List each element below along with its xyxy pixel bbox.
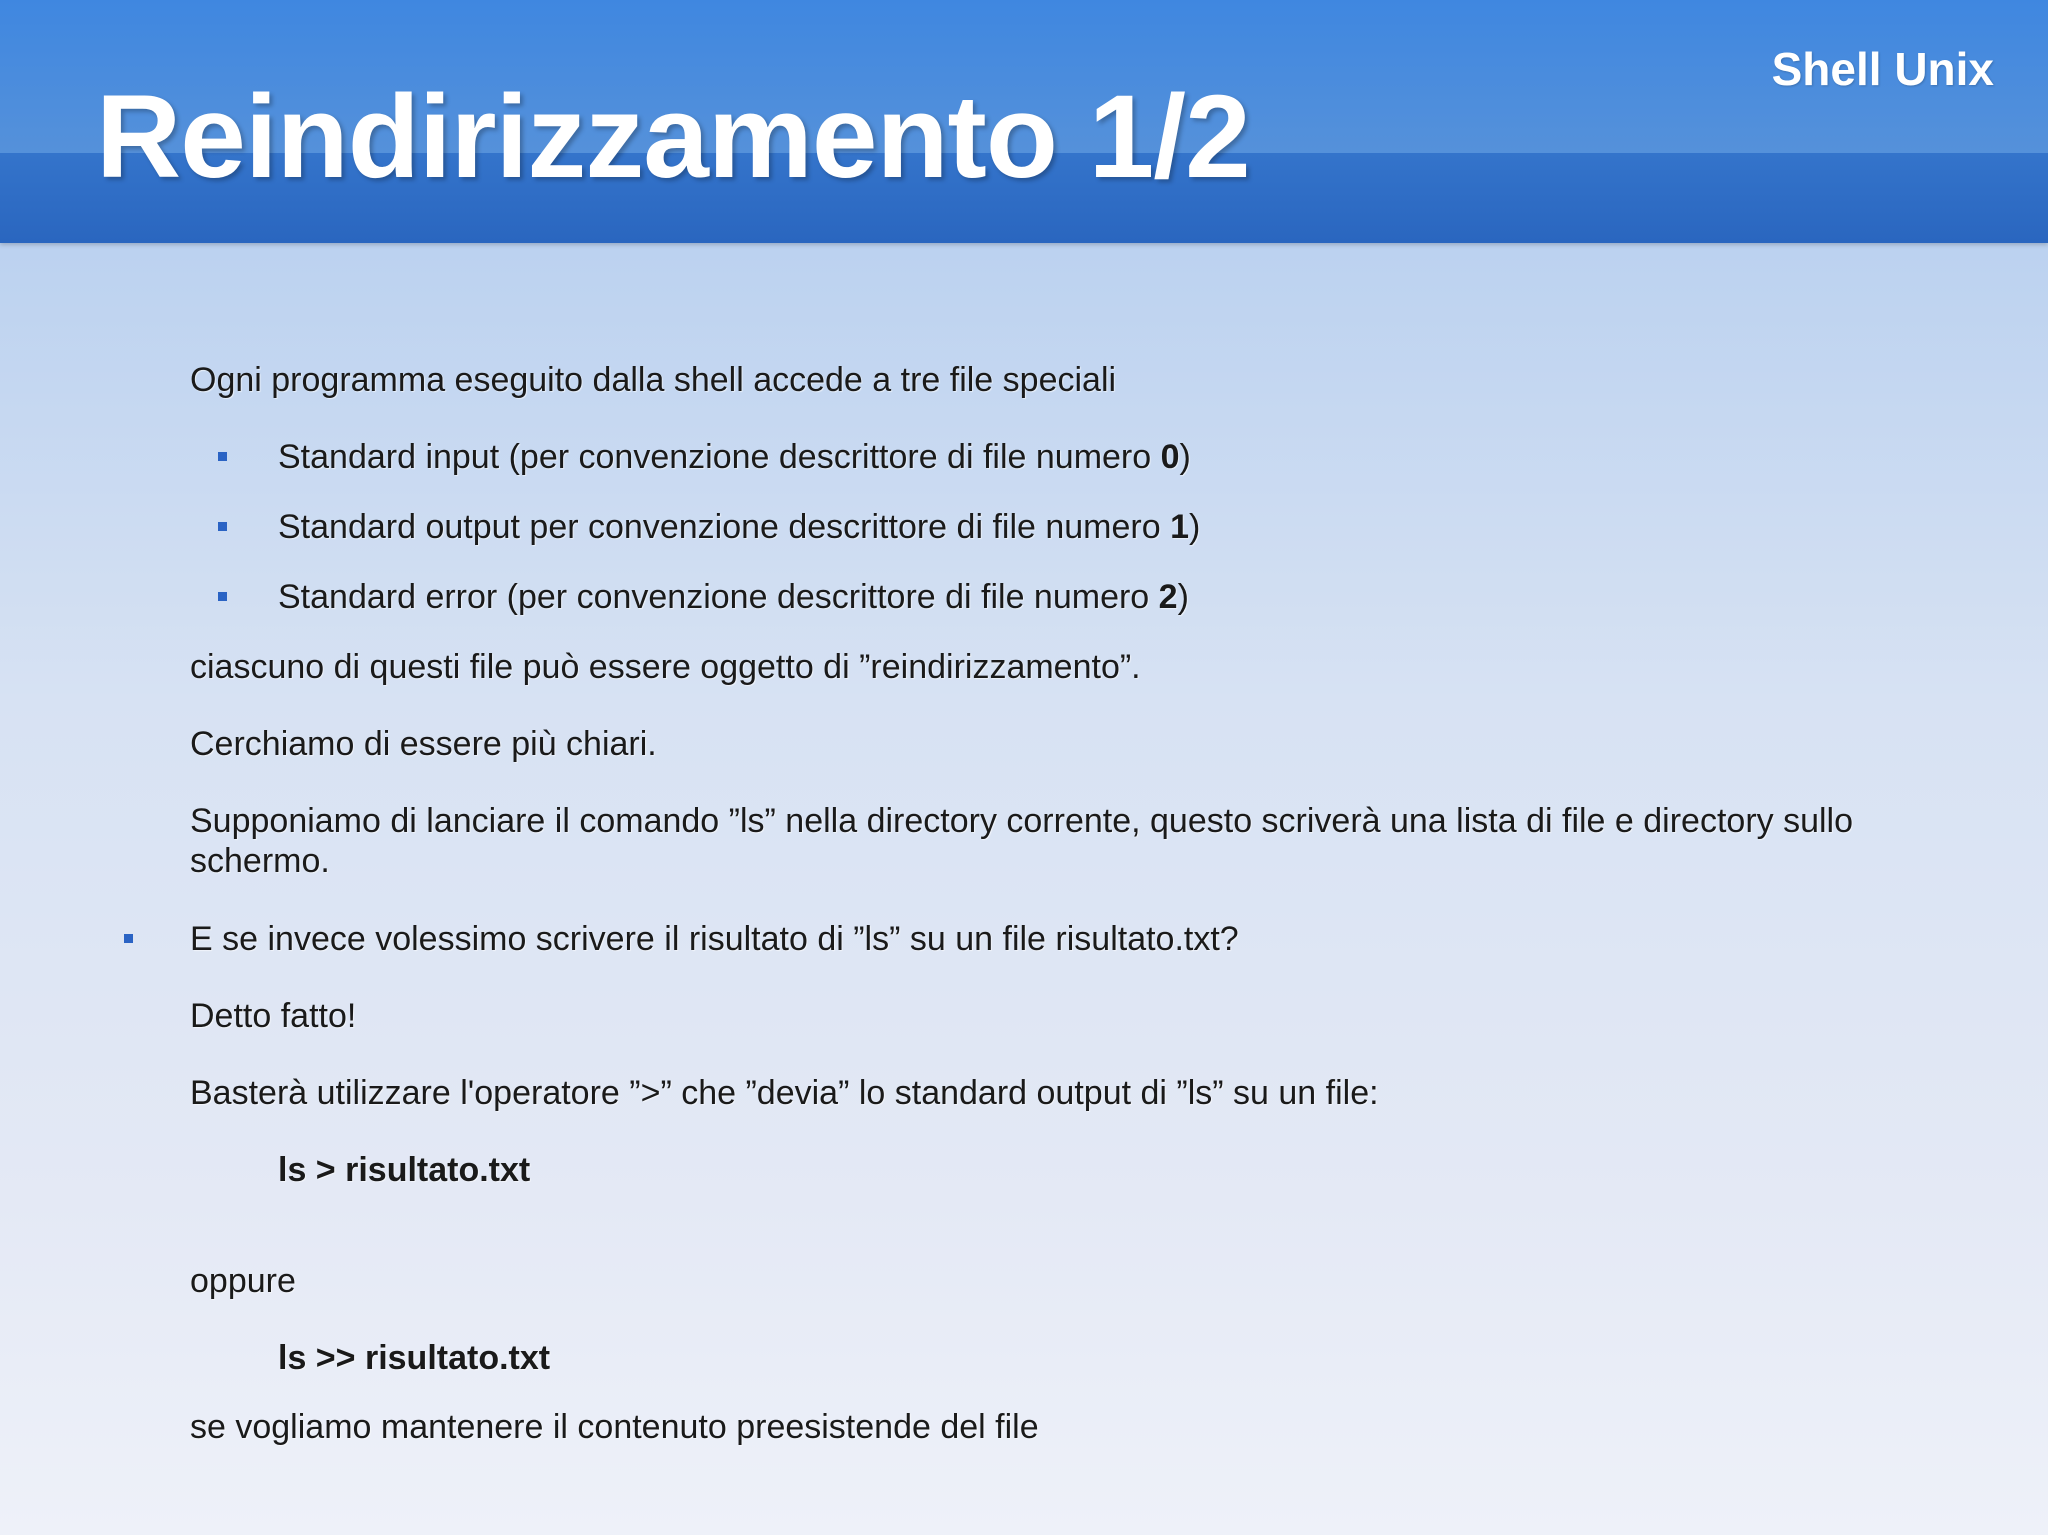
bullet-icon: [218, 522, 227, 531]
suppose-paragraph: Supponiamo di lanciare il comando ”ls” nella directory corrente, questo scriverà una lista di file e directory sullo schermo.: [190, 802, 1854, 880]
append-note: se vogliamo mantenere il contenuto preesistende del file: [190, 1408, 1039, 1446]
clarify-text: Cerchiamo di essere più chiari.: [190, 725, 657, 763]
intro-text: Ogni programma eseguito dalla shell accede a tre file speciali: [190, 361, 1117, 399]
stream-item-stdout: Standard output per convenzione descrittore di file numero 1): [278, 508, 1201, 546]
bullet-icon: [218, 592, 227, 601]
slide-header: [0, 0, 2048, 243]
bullet-icon: [218, 452, 227, 461]
slide-title: Reindirizzamento 1/2: [96, 71, 1250, 203]
bullet-icon: [124, 934, 133, 943]
question-text: E se invece volessimo scrivere il risultato di ”ls” su un file risultato.txt?: [190, 920, 1239, 958]
or-text: oppure: [190, 1262, 296, 1300]
stream-item-stdin: Standard input (per convenzione descrittore di file numero 0): [278, 438, 1191, 476]
done-text: Detto fatto!: [190, 997, 357, 1035]
command-append: ls >> risultato.txt: [278, 1339, 551, 1377]
redirect-note: ciascuno di questi file può essere oggetto di ”reindirizzamento”.: [190, 648, 1141, 686]
command-overwrite: ls > risultato.txt: [278, 1151, 531, 1189]
slide-topic: Shell Unix: [1771, 43, 1994, 95]
stream-item-stderr: Standard error (per convenzione descrittore di file numero 2): [278, 578, 1189, 616]
operator-note: Basterà utilizzare l'operatore ”>” che ”devia” lo standard output di ”ls” su un file:: [190, 1074, 1379, 1112]
